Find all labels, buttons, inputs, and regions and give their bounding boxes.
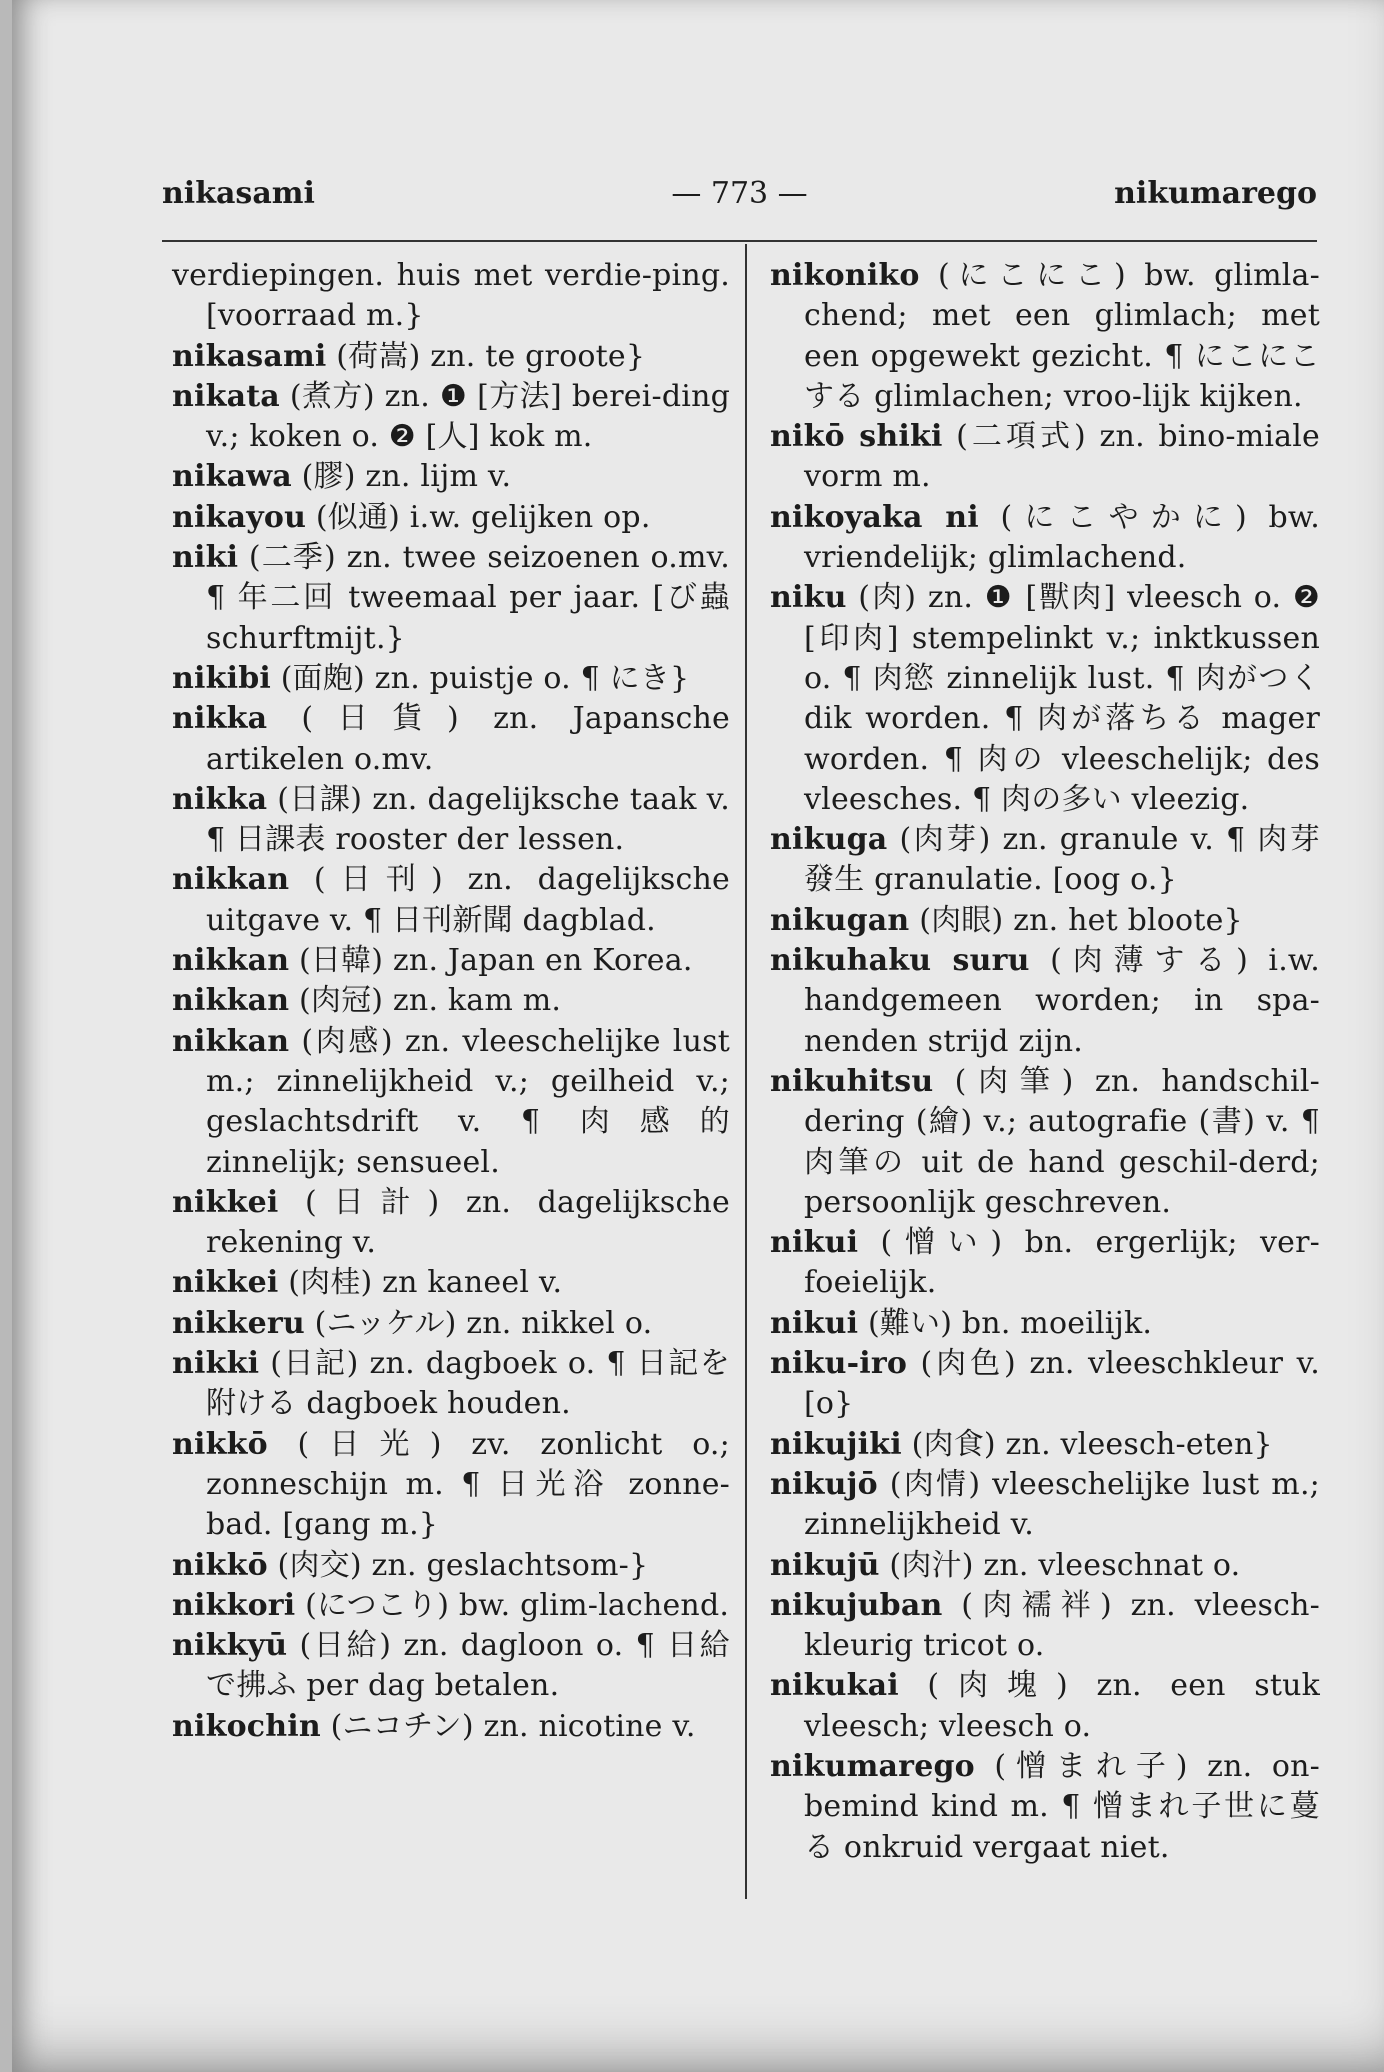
dictionary-entry (172, 1183, 730, 1264)
entry-headword: nikkei (172, 1265, 279, 1301)
entry-definition: (につこり) bw. glim-lachend. (305, 1587, 730, 1623)
entry-definition: (日給) zn. dagloon o. ¶ 日給で拂ふ per dag betalen. (206, 1628, 730, 1704)
entry-definition: verdiepingen. huis met verdie-ping. [voorraad m.} (172, 258, 730, 334)
entry-definition: (肉襦袢) zn. vleesch-kleurig tricot o. (804, 1587, 1320, 1664)
entry-headword: nikka (172, 781, 268, 817)
entry-headword: nikkan (172, 862, 290, 898)
entry-definition: (肉情) vleeschelijke lust m.; zinnelijkheid v. (804, 1466, 1320, 1543)
entry-headword: nikkō (172, 1547, 268, 1583)
entry-headword: nikochin (172, 1708, 321, 1744)
dictionary-entry (172, 1425, 730, 1546)
entry-definition: (にこやかに) bw. vriendelijk; glimlachend. (804, 499, 1320, 576)
entry-definition: (荷嵩) zn. te groote} (336, 338, 646, 374)
dictionary-entry (770, 1425, 1320, 1465)
entry-definition: (憎まれ子) zn. on-bemind kind m. ¶ 憎まれ子世に蔓る onkruid vergaat niet. (804, 1748, 1320, 1865)
entry-definition: (難い) bn. moeilijk. (867, 1305, 1153, 1341)
entry-definition: (肉塊) zn. een stuk vleesch; vleesch o. (804, 1668, 1320, 1744)
dictionary-entry (770, 1062, 1320, 1223)
dictionary-entry (770, 941, 1320, 1062)
dictionary-entry (770, 1465, 1320, 1546)
dictionary-entry (770, 1666, 1320, 1747)
entry-definition: (肉汁) zn. vleeschnat o. (889, 1547, 1241, 1583)
dictionary-entry (172, 1022, 730, 1183)
entry-headword: nikki (172, 1346, 260, 1382)
right-column (770, 256, 1320, 1868)
page-number: — 773 — (671, 176, 808, 211)
entry-headword: nikujō (770, 1466, 878, 1502)
entry-definition: (日光) zv. zonlicht o.; zonneschijn m. ¶ 日光浴 zonne-bad. [gang m.} (206, 1426, 730, 1543)
dictionary-entry (172, 981, 730, 1021)
right-guide-word: nikumarego (1114, 176, 1317, 211)
dictionary-entry (770, 1304, 1320, 1344)
entry-definition: (日計) zn. dagelijksche rekening v. (206, 1184, 730, 1261)
entry-headword: nikasami (172, 338, 327, 374)
dictionary-entry (770, 901, 1320, 941)
entry-definition: (日刊) zn. dagelijksche uitgave v. ¶ 日刊新聞 dagblad. (206, 862, 730, 938)
entry-definition: (ニッケル) zn. nikkel o. (314, 1305, 653, 1341)
dictionary-entry (172, 457, 730, 497)
dictionary-entry (770, 498, 1320, 579)
dictionary-entry (172, 659, 730, 699)
entry-headword: nikujū (770, 1547, 880, 1583)
left-guide-word: nikasami (162, 176, 315, 211)
page-header (162, 176, 1317, 226)
entry-headword: niku-iro (770, 1346, 908, 1382)
entry-headword: nikui (770, 1305, 859, 1341)
dictionary-entry (172, 1304, 730, 1344)
entry-definition: (肉筆) zn. handschil-dering (繪) v.; autografie (書) v. ¶ 肉筆の uit de hand geschil-derd; persoonlijk geschreven. (804, 1063, 1320, 1220)
entry-headword: nikkan (172, 1023, 290, 1059)
entry-definition: (似通) i.w. gelijken op. (315, 499, 651, 535)
dictionary-entry (770, 1223, 1320, 1304)
dictionary-entry (172, 256, 730, 337)
entry-headword: nikayou (172, 499, 307, 535)
entry-headword: nikujiki (770, 1426, 902, 1462)
dictionary-entry (172, 941, 730, 981)
dictionary-page (12, 0, 1384, 2072)
entry-definition: (肉色) zn. vleeschkleur v. [o} (804, 1346, 1320, 1422)
entry-headword: nikugan (770, 902, 910, 938)
dictionary-entry (770, 1747, 1320, 1868)
entry-headword: nikka (172, 701, 268, 737)
entry-definition: (日韓) zn. Japan en Korea. (298, 943, 693, 979)
dictionary-entry (172, 1626, 730, 1707)
entry-headword: nikuhaku suru (770, 943, 1030, 979)
entry-definition: (膠) zn. lijm v. (301, 459, 512, 495)
entry-definition: (にこにこ) bw. glimla-chend; met een glimlach; met een opgewekt gezicht. ¶ にこにこする glimlachen; vroo-lijk kijken. (804, 258, 1320, 414)
dictionary-entry (172, 1707, 730, 1747)
entry-definition: (煮方) zn. ❶ [方法] berei-ding v.; koken o. ❷ [人] kok m. (206, 378, 730, 455)
entry-headword: nikata (172, 378, 280, 414)
entry-headword: nikukai (770, 1668, 899, 1704)
dictionary-entry (172, 377, 730, 458)
entry-headword: nikuhitsu (770, 1063, 934, 1099)
entry-definition: (肉桂) zn kaneel v. (288, 1265, 563, 1301)
entry-headword: nikkei (172, 1184, 279, 1220)
dictionary-entry (770, 1586, 1320, 1667)
entry-definition: (日課) zn. dagelijksche taak v. ¶ 日課表 rooster der lessen. (206, 781, 730, 858)
entry-definition: (肉眼) zn. het bloote} (919, 902, 1243, 938)
dictionary-entry (172, 1586, 730, 1626)
dictionary-entry (770, 1546, 1320, 1586)
entry-headword: nikoyaka ni (770, 499, 979, 535)
dictionary-entry (770, 1344, 1320, 1425)
entry-headword: nikkyū (172, 1628, 288, 1664)
entry-headword: nikkeru (172, 1305, 305, 1341)
dictionary-entry (172, 699, 730, 780)
entry-definition: (面皰) zn. puistje o. ¶ にき} (280, 660, 690, 696)
entry-headword: nikkan (172, 983, 290, 1019)
entry-headword: nikō shiki (770, 419, 943, 455)
entry-headword: nikkō (172, 1426, 268, 1462)
entry-definition: (肉食) zn. vleesch-eten} (911, 1426, 1273, 1462)
entry-headword: niku (770, 580, 847, 616)
entry-definition: (日記) zn. dagboek o. ¶ 日記を附ける dagboek houden. (206, 1346, 730, 1422)
entry-definition: (肉交) zn. geslachtsom-} (277, 1547, 649, 1583)
entry-headword: nikawa (172, 459, 292, 495)
dictionary-entry (770, 578, 1320, 820)
entry-headword: nikuga (770, 822, 888, 858)
entry-definition: (肉芽) zn. granule v. ¶ 肉芽發生 granulatie. [oog o.} (804, 822, 1320, 898)
dictionary-entry (172, 498, 730, 538)
entry-definition: (憎い) bn. ergerlijk; ver-foeielijk. (804, 1225, 1320, 1301)
column-divider (745, 244, 747, 1899)
header-rule (162, 240, 1317, 242)
dictionary-entry (172, 1263, 730, 1303)
entry-definition: (肉感) zn. vleeschelijke lust m.; zinnelijkheid v.; geilheid v.; geslachtsdrift v. ¶ 肉感的 zinnelijk; sensueel. (206, 1023, 730, 1180)
entry-headword: niki (172, 540, 239, 576)
entry-definition: (二項式) zn. bino-miale vorm m. (804, 419, 1320, 495)
dictionary-entry (172, 337, 730, 377)
dictionary-entry (770, 256, 1320, 417)
entry-definition: (肉薄する) i.w. handgemeen worden; in spa-nenden strijd zijn. (804, 943, 1320, 1059)
dictionary-entry (172, 538, 730, 659)
entry-definition: (肉冠) zn. kam m. (298, 983, 562, 1019)
left-column (172, 256, 730, 1747)
entry-headword: nikujuban (770, 1587, 943, 1623)
dictionary-entry (172, 860, 730, 941)
entry-definition: (肉) zn. ❶ [獸肉] vleesch o. ❷ [印肉] stempelinkt v.; inktkussen o. ¶ 肉慾 zinnelijk lust. ¶ 肉がつく dik worden. ¶ 肉が落ちる mager worden. ¶ 肉の vleeschelijk; des vleesches. ¶ 肉の多い vleezig. (804, 580, 1320, 817)
dictionary-entry (172, 1546, 730, 1586)
entry-headword: nikoniko (770, 258, 920, 293)
dictionary-entry (172, 780, 730, 861)
entry-definition: (二季) zn. twee seizoenen o.mv. ¶ 年二回 tweemaal per jaar. [び蟲 schurftmijt.} (206, 540, 730, 656)
entry-definition: (ニコチン) zn. nicotine v. (330, 1708, 696, 1744)
entry-headword: nikkan (172, 943, 290, 979)
dictionary-entry (172, 1344, 730, 1425)
entry-headword: nikumarego (770, 1748, 975, 1784)
dictionary-entry (770, 820, 1320, 901)
dictionary-entry (770, 417, 1320, 498)
entry-headword: nikibi (172, 660, 271, 696)
entry-headword: nikui (770, 1225, 859, 1261)
entry-definition: (日貨) zn. Japansche artikelen o.mv. (206, 701, 730, 777)
entry-headword: nikkori (172, 1587, 296, 1623)
